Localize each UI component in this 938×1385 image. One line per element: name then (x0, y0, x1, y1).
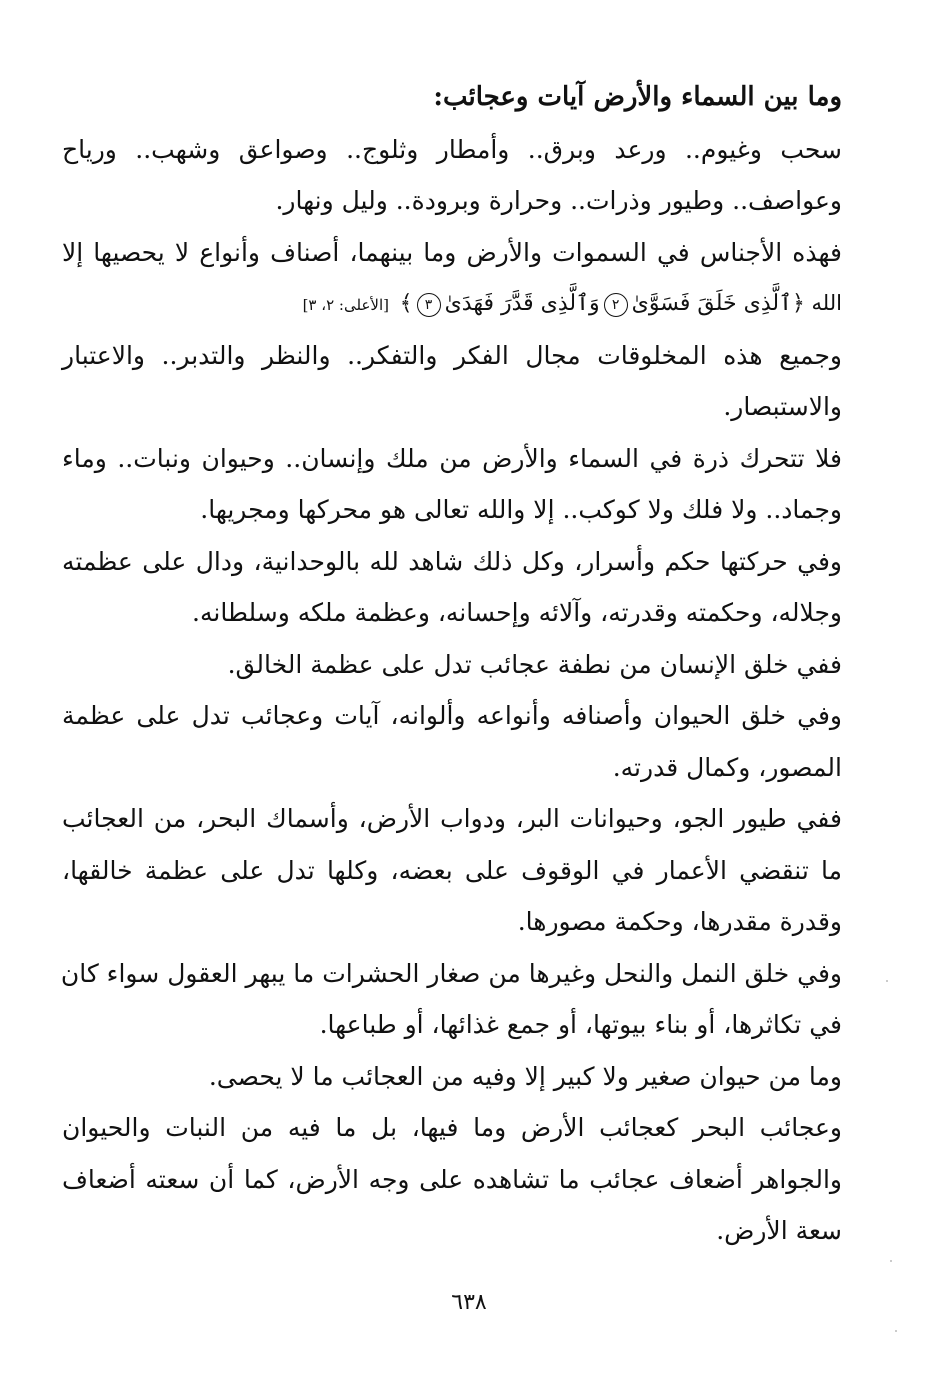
scan-speck (895, 1330, 897, 1332)
section-heading: وما بين السماء والأرض آيات وعجائب: (433, 82, 842, 112)
text-line: وجلاله، وحكمته وقدرته، وآلائه وإحسانه، وعظمة ملكه وسلطانه. (192, 598, 842, 627)
verse-open-bracket: ﴿ (791, 291, 805, 316)
text-line: المصور، وكمال قدرته. (612, 752, 842, 782)
quran-verse-line (62, 278, 842, 330)
scan-speck (886, 980, 888, 982)
text-line: والاستبصار. (723, 392, 842, 421)
text-line: سعة الأرض. (716, 1216, 842, 1245)
verse-citation: [الأعلى: ٢، ٣] (302, 296, 389, 314)
text-line: وعواصف.. وطيور وذرات.. وحرارة وبرودة.. وليل ونهار. (275, 186, 842, 215)
text-line: وفي خلق الحيوان وأصنافه وأنواعه وألوانه، آيات وعجائب تدل على عظمة (62, 701, 842, 730)
text-line: والجواهر أضعاف عجائب ما تشاهده على وجه الأرض، كما أن سعته أضعاف (62, 1164, 842, 1194)
text-line: وفي حركتها حكم وأسرار، وكل ذلك شاهد لله بالوحدانية، ودال على عظمته (62, 546, 842, 576)
verse-part-1: ٱلَّذِى خَلَقَ فَسَوَّىٰ (631, 291, 792, 316)
body-text (62, 72, 842, 1257)
text-line: فهذه الأجناس في السموات والأرض وما بينهما، أصناف وأنواع لا يحصيها إلا (62, 237, 842, 267)
text-line: وما من حيوان صغير ولا كبير إلا وفيه من العجائب ما لا يحصى. (208, 1061, 842, 1091)
text-line: ففي خلق الإنسان من نطفة عجائب تدل على عظمة الخالق. (227, 649, 842, 679)
verse-part-2: وَٱلَّذِى قَدَّرَ فَهَدَىٰ (444, 291, 600, 316)
verse-lead-word: الله (811, 291, 842, 315)
text-line: ففي طيور الجو، وحيوانات البر، ودواب الأرض، وأسماك البحر، من العجائب (62, 804, 842, 833)
text-line: وعجائب البحر كعجائب الأرض وما فيها، بل ما فيه من النبات والحيوان (62, 1113, 842, 1142)
text-line: وجميع هذه المخلوقات مجال الفكر والتفكر.. والنظر والتدبر.. والاعتبار (62, 340, 842, 370)
text-line: فلا تتحرك ذرة في السماء والأرض من ملك وإنسان.. وحيوان ونبات.. وماء (62, 443, 842, 473)
ayah-number-marker: ٢ (604, 293, 628, 317)
scan-speck (890, 1260, 892, 1262)
ayah-number-marker: ٣ (417, 293, 441, 317)
page-number: ٦٣٨ (451, 1290, 487, 1315)
text-line: وجماد.. ولا فلك ولا كوكب.. إلا والله تعالى هو محركها ومجريها. (200, 495, 842, 524)
text-line: ما تنقضي الأعمار في الوقوف على بعضه، وكلها تدل على عظمة خالقها، (62, 855, 842, 885)
text-line: سحب وغيوم.. ورعد وبرق.. وأمطار وثلوج.. وصواعق وشهب.. ورياح (62, 134, 842, 164)
text-line: وفي خلق النمل والنحل وغيرها من صغار الحشرات ما يبهر العقول سواء كان (60, 958, 842, 988)
text-line: وقدرة مقدرها، وحكمة مصورها. (517, 907, 842, 936)
verse-close-bracket: ﴾ (399, 291, 413, 316)
text-line: في تكاثرها، أو بناء بيوتها، أو جمع غذائها، أو طباعها. (319, 1010, 842, 1039)
